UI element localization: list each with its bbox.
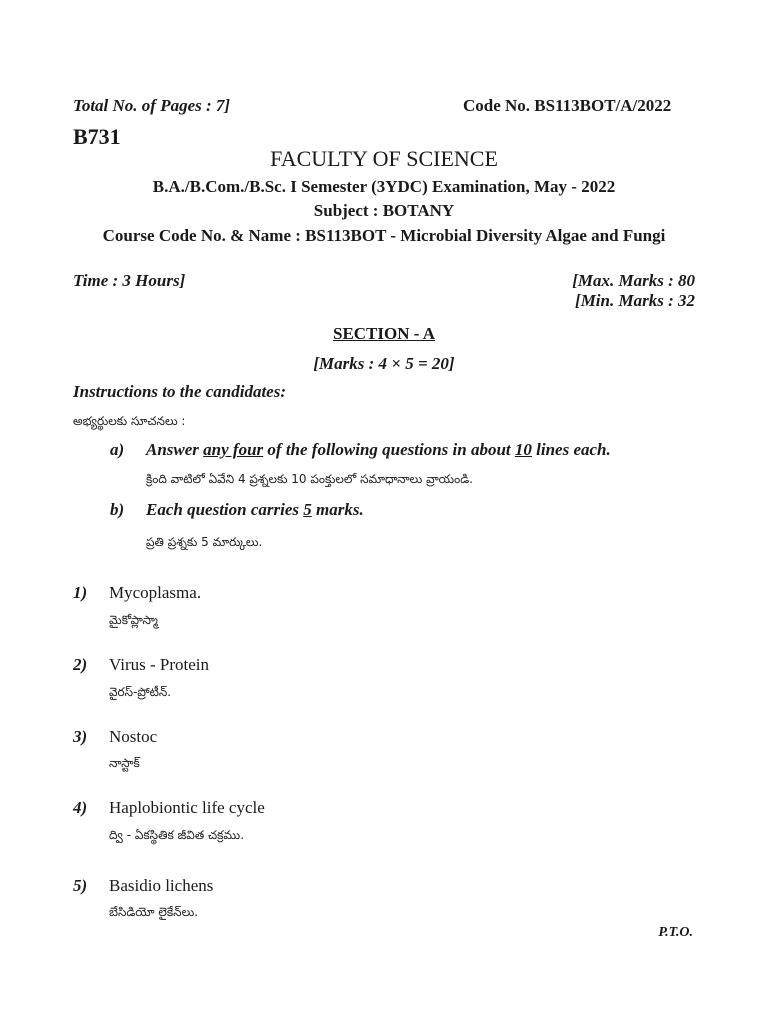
question-1-telugu: మైకోప్లాస్మా (109, 613, 158, 627)
instruction-a-telugu: క్రింది వాటిలో ఏవేని 4 ప్రశ్నలకు 10 పంక్తులలో సమాధానాలు వ్రాయండి. (146, 472, 473, 486)
paper-id: B731 (73, 124, 121, 149)
instruction-b-post: marks. (311, 500, 364, 519)
instruction-a-label: a) (110, 440, 125, 459)
code-number: Code No. BS113BOT/A/2022 (463, 96, 672, 115)
question-1-text: Mycoplasma. (109, 583, 202, 602)
question-4-number: 4) (73, 798, 88, 817)
instructions-heading: Instructions to the candidates: (73, 382, 287, 401)
time-line: Time : 3 Hours] (73, 271, 186, 290)
question-2-number: 2) (73, 655, 88, 674)
instruction-a (146, 440, 611, 460)
instruction-b-five: 5 (303, 500, 312, 519)
instruction-b-telugu: ప్రతి ప్రశ్నకు 5 మార్కులు. (146, 535, 263, 549)
question-2-text: Virus - Protein (109, 655, 210, 674)
instruction-a-mid: of the following questions in about (263, 440, 515, 459)
instruction-b-pre: Each question carries (146, 500, 304, 519)
course-line: Course Code No. & Name : BS113BOT - Microbial Diversity Algae and Fungi (102, 226, 666, 245)
question-3-telugu: నాస్టాక్ (109, 756, 140, 770)
question-3-number: 3) (73, 727, 88, 746)
faculty-title: FACULTY OF SCIENCE (270, 146, 498, 171)
question-1-number: 1) (73, 583, 88, 602)
total-pages: Total No. of Pages : 7] (73, 96, 231, 115)
max-marks: [Max. Marks : 80 (572, 271, 695, 290)
instruction-a-pre: Answer (146, 440, 204, 459)
instruction-a-ten: 10 (514, 440, 532, 459)
instruction-a-any-four: any four (203, 440, 264, 459)
instruction-b (146, 500, 364, 520)
subject-line: Subject : BOTANY (313, 201, 455, 220)
question-3-text: Nostoc (109, 727, 158, 746)
section-marks: [Marks : 4 × 5 = 20] (313, 354, 455, 373)
question-4-text: Haplobiontic life cycle (109, 798, 265, 817)
question-5-text: Basidio lichens (109, 876, 214, 895)
pto-note: P.T.O. (658, 925, 693, 940)
question-4-telugu: ద్వి - ఏకస్థితిక జీవిత చక్రము. (109, 828, 245, 842)
section-title: SECTION - A (332, 324, 436, 343)
question-5-number: 5) (73, 876, 88, 895)
min-marks: [Min. Marks : 32 (575, 291, 695, 310)
instruction-a-post: lines each. (531, 440, 611, 459)
instruction-b-label: b) (110, 500, 125, 519)
exam-title: B.A./B.Com./B.Sc. I Semester (3YDC) Examination, May - 2022 (152, 177, 616, 196)
question-5-telugu: బేసిడియో లైకేన్‌లు. (109, 905, 199, 919)
question-2-telugu: వైరస్-ప్రోటీన్. (109, 685, 172, 699)
instructions-heading-telugu: అభ్యర్థులకు సూచనలు : (73, 414, 186, 428)
